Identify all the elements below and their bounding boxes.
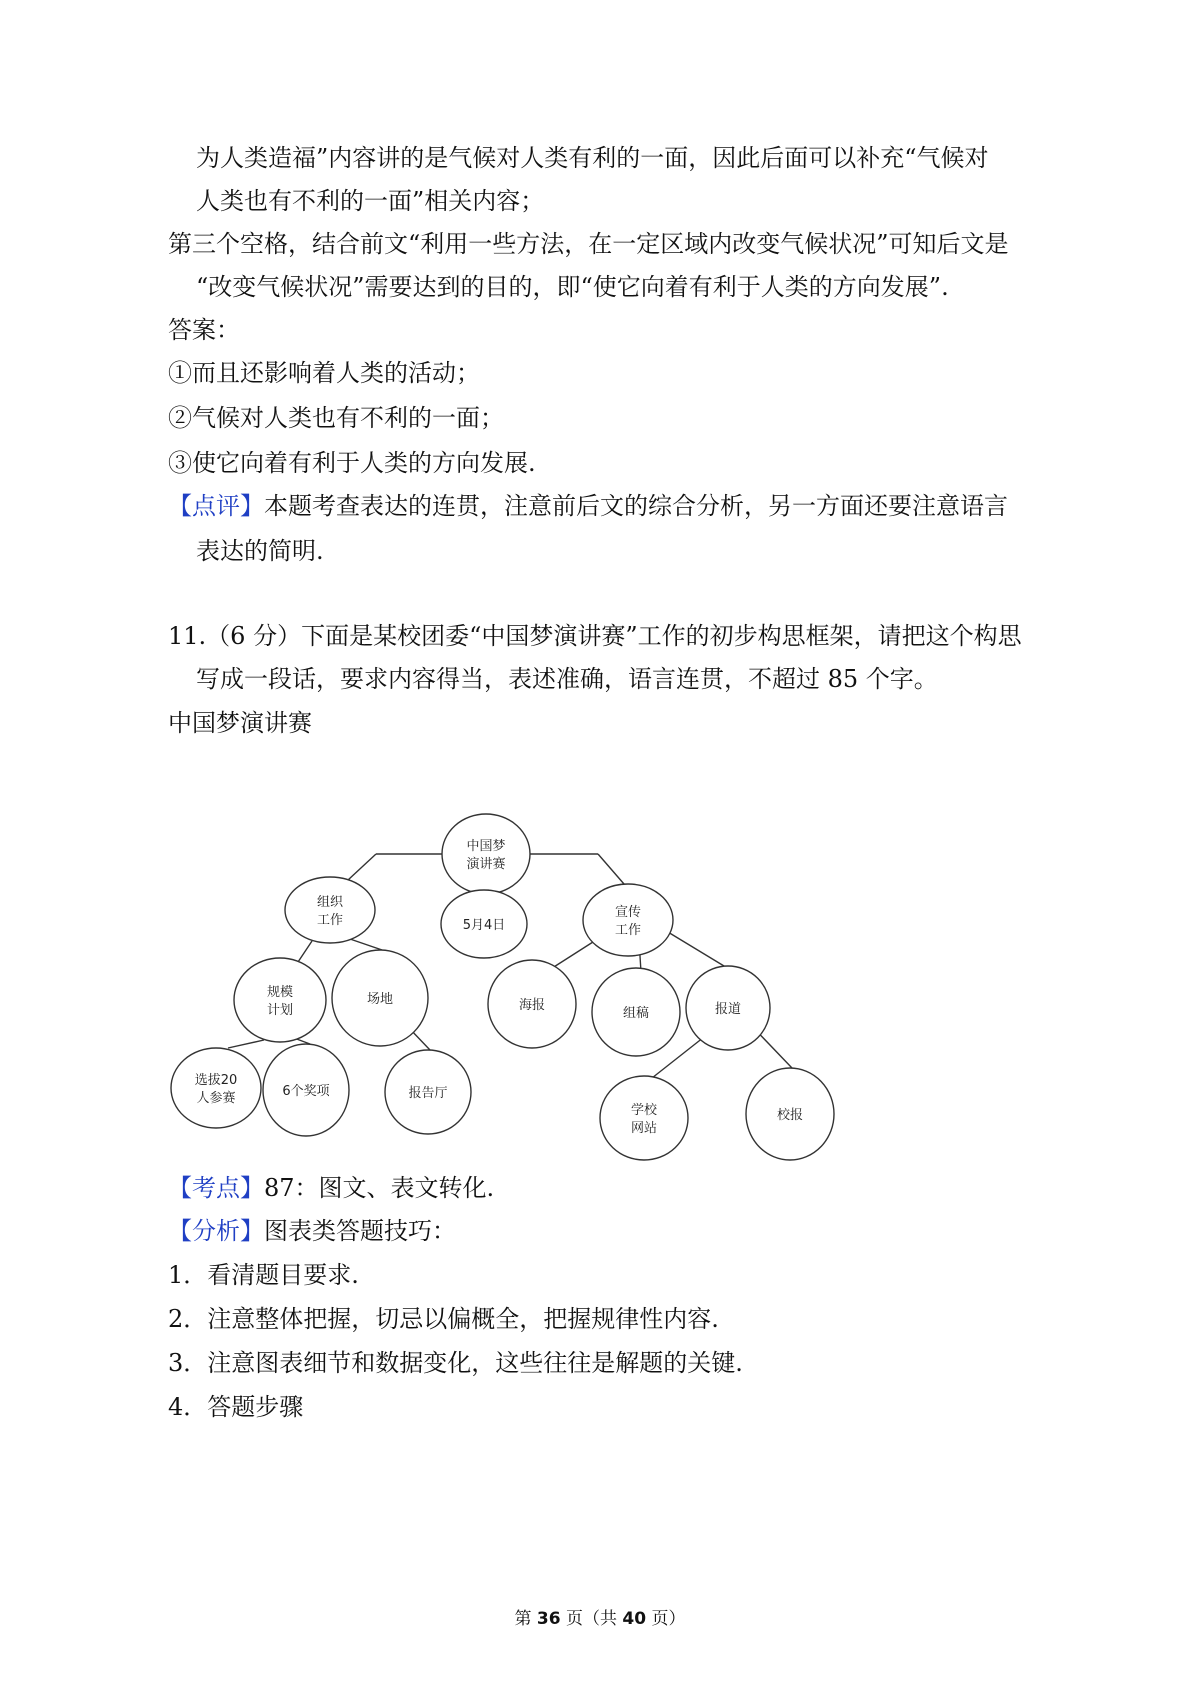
answer-item: ②气候对人类也有不利的一面； — [168, 404, 504, 432]
node-label: 计划 — [266, 1003, 294, 1018]
node-label: 6个奖项 — [282, 1084, 330, 1099]
step-item: 2．注意整体把握，切忌以偏概全，把握规律性内容. — [168, 1305, 719, 1333]
edge-root-promo-drop — [598, 854, 624, 884]
comment-tag: 【点评】 — [168, 492, 264, 520]
edge-root-org-drop — [348, 854, 376, 880]
node-label: 规模 — [266, 985, 294, 1000]
node-venue — [332, 950, 428, 1046]
diagram-title: 中国梦演讲赛 — [168, 709, 312, 737]
node-label: 5月4日 — [462, 918, 506, 933]
comment-line — [168, 491, 1008, 521]
step-item: 1．看清题目要求. — [168, 1261, 359, 1289]
node-label: 学校 — [630, 1103, 658, 1118]
edge-org-venue — [350, 939, 382, 950]
node-label: 组稿 — [622, 1006, 650, 1021]
node-label: 宣传 — [614, 905, 642, 920]
footer-page-number: 36 — [536, 1609, 561, 1629]
page-footer — [0, 1608, 1200, 1630]
node-label: 中国梦 — [466, 839, 506, 854]
kaodian-line — [168, 1173, 494, 1203]
node-promo — [583, 884, 673, 956]
node-label: 海报 — [518, 998, 546, 1013]
edge-plan-select — [228, 1040, 264, 1048]
fenxi-line — [168, 1216, 456, 1246]
edge-org-plan — [298, 941, 312, 962]
kaodian-tag: 【考点】 — [168, 1174, 264, 1202]
node-label: 工作 — [614, 923, 642, 938]
node-label: 人参赛 — [196, 1091, 236, 1106]
node-label: 演讲赛 — [466, 857, 506, 872]
node-select — [171, 1048, 261, 1128]
node-schoolpaper — [746, 1068, 834, 1160]
paragraph-line: 为人类造福”内容讲的是气候对人类有利的一面，因此后面可以补充“气候对 — [196, 144, 989, 172]
node-circle — [234, 958, 326, 1042]
node-awards — [263, 1044, 349, 1136]
footer-prefix: 第 — [514, 1609, 532, 1629]
node-org — [285, 877, 375, 943]
paragraph-line: “改变气候状况”需要达到的目的，即“使它向着有利于人类的方向发展”. — [196, 273, 949, 301]
question-line: 写成一段话，要求内容得当，表述准确，语言连贯，不超过 85 个字。 — [196, 665, 938, 693]
node-label: 校报 — [776, 1108, 804, 1123]
kaodian-text: 87：图文、表文转化. — [264, 1174, 495, 1202]
fenxi-tag: 【分析】 — [168, 1217, 264, 1245]
question-line: 11.（6 分）下面是某校团委“中国梦演讲赛”工作的初步构思框架，请把这个构思 — [168, 622, 1022, 650]
footer-suffix: 页） — [651, 1609, 686, 1629]
node-label: 选拔20 — [194, 1073, 238, 1088]
node-circle — [285, 877, 375, 943]
node-label: 场地 — [366, 992, 394, 1007]
node-label: 网站 — [630, 1121, 658, 1136]
answer-item: ①而且还影响着人类的活动； — [168, 359, 480, 387]
paragraph-line: 表达的简明. — [196, 537, 324, 565]
node-report — [686, 966, 770, 1050]
answer-label: 答案： — [168, 316, 240, 344]
fenxi-text: 图表类答题技巧： — [264, 1217, 456, 1245]
node-website — [600, 1076, 688, 1160]
concept-diagram — [170, 810, 850, 1170]
node-label: 工作 — [316, 913, 344, 928]
node-label: 组织 — [316, 895, 344, 910]
node-circle — [442, 814, 530, 894]
node-label: 报道 — [714, 1002, 742, 1017]
paragraph-line: 人类也有不利的一面”相关内容； — [196, 187, 545, 215]
mindmap-nodes — [171, 814, 834, 1160]
node-poster — [488, 960, 576, 1048]
answer-item: ③使它向着有利于人类的方向发展. — [168, 449, 536, 477]
node-hall — [385, 1050, 471, 1134]
node-label: 报告厅 — [408, 1086, 448, 1101]
paragraph-line: 第三个空格，结合前文“利用一些方法，在一定区域内改变气候状况”可知后文是 — [168, 230, 1009, 258]
step-item: 3．注意图表细节和数据变化，这些往往是解题的关键. — [168, 1349, 743, 1377]
node-root — [442, 814, 530, 894]
node-circle — [600, 1076, 688, 1160]
node-draft — [592, 968, 680, 1056]
node-date — [441, 890, 527, 958]
node-circle — [583, 884, 673, 956]
node-circle — [171, 1048, 261, 1128]
footer-middle: 页（共 — [566, 1609, 617, 1629]
node-plan — [234, 958, 326, 1042]
comment-text: 本题考查表达的连贯，注意前后文的综合分析，另一方面还要注意语言 — [264, 492, 1008, 520]
step-item: 4．答题步骤 — [168, 1393, 304, 1421]
footer-total-pages: 40 — [622, 1609, 647, 1629]
